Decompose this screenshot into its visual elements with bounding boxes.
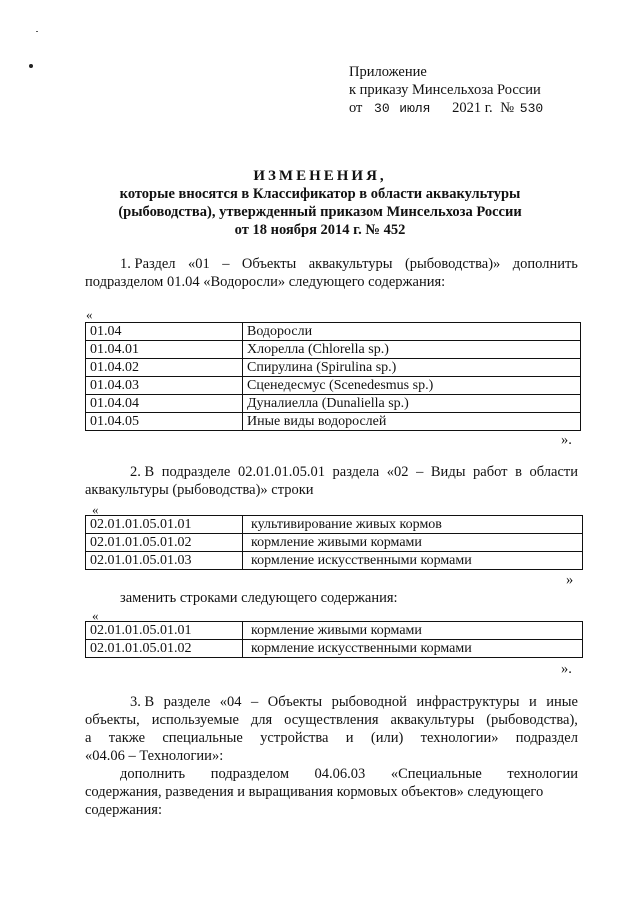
algae-table [85, 322, 581, 431]
item3-word: объекты, [85, 712, 140, 728]
item2-word: – [416, 464, 424, 480]
code-cell: 01.04 [86, 323, 243, 341]
appendix-label: Приложение [349, 64, 427, 80]
item2-close-quote-2: ». [561, 661, 572, 677]
item3-word: подраздел [515, 730, 578, 746]
item1-line-2: подразделом 01.04 «Водоросли» следующего содержания: [85, 274, 446, 290]
item3-line-2 [85, 711, 578, 729]
item2-line-1 [130, 463, 578, 481]
item3-line-6: содержания, разведения и выращивания кормовых объектов» следующего [85, 784, 544, 800]
item3-word: аквакультуры [390, 712, 475, 728]
item3-word: инфраструктуры [416, 694, 520, 710]
table-row [86, 341, 581, 359]
scan-speck [36, 31, 38, 32]
item2-close-quote: » [566, 572, 574, 588]
item2-word: Виды [430, 464, 466, 480]
item3-word: специальные [162, 730, 243, 746]
date-day: 30 [374, 101, 390, 116]
item2-word: 02.01.01.05.01 [237, 464, 325, 480]
item2-word: «02 [386, 464, 409, 480]
item3-line-1 [130, 693, 578, 711]
table-row [86, 622, 583, 640]
item3-line-4: «04.06 – Технологии»: [85, 748, 224, 764]
item3-word: технологии» [420, 730, 499, 746]
item1-close-quote: ». [561, 432, 572, 448]
table-row [86, 413, 581, 431]
name-cell: Сценедесмус (Scenedesmus sp.) [243, 377, 581, 395]
item2-line-2: аквакультуры (рыбоводства)» строки [85, 482, 314, 498]
item3-word: подразделом [210, 766, 290, 782]
title-line-3: от 18 ноября 2014 г. № 452 [234, 222, 406, 238]
appendix-date-line [349, 99, 543, 118]
item1-line-1 [120, 255, 578, 273]
name-cell: культивирование живых кормов [243, 516, 583, 534]
table-row [86, 323, 581, 341]
item3-word: и [529, 694, 537, 710]
name-cell: Водоросли [243, 323, 581, 341]
item3-line-7: содержания: [85, 802, 163, 818]
code-cell: 01.04.03 [86, 377, 243, 395]
item3-word: Объекты [267, 694, 323, 710]
item3-word: устройства [260, 730, 329, 746]
name-cell: Дуналиелла (Dunaliella sp.) [243, 395, 581, 413]
item1-word: 1. Раздел [120, 256, 176, 272]
code-cell: 01.04.05 [86, 413, 243, 431]
item3-word: и [345, 730, 354, 746]
item2-word: подразделе [161, 464, 231, 480]
item2-open-quote: « [92, 502, 99, 517]
code-cell: 02.01.01.05.01.03 [86, 552, 243, 570]
item1-word: аквакультуры [308, 256, 393, 272]
date-year: 2021 г. [452, 100, 493, 116]
table-row [86, 640, 583, 658]
appendix-order-ref: к приказу Минсельхоза России [349, 82, 541, 98]
table-row [86, 359, 581, 377]
item3-word: «Специальные [390, 766, 482, 782]
name-cell: кормление живыми кормами [243, 622, 583, 640]
item2-word: области [529, 464, 578, 480]
item3-word: рыбоводной [331, 694, 407, 710]
table-row [86, 552, 583, 570]
new-rows-table [85, 621, 583, 658]
name-cell: кормление живыми кормами [243, 534, 583, 552]
table-row [86, 377, 581, 395]
item3-word: 3. В [130, 694, 155, 710]
old-rows-table [85, 515, 583, 570]
number-sign: № [500, 100, 515, 116]
item3-line-3 [85, 729, 578, 747]
item3-word: дополнить [120, 766, 186, 782]
item1-word: «01 [187, 256, 210, 272]
code-cell: 02.01.01.05.01.02 [86, 534, 243, 552]
code-cell: 01.04.02 [86, 359, 243, 377]
item3-word: «04 [219, 694, 242, 710]
item3-word: – [251, 694, 259, 710]
item1-word: Объекты [241, 256, 297, 272]
code-cell: 02.01.01.05.01.01 [86, 622, 243, 640]
item3-line-5 [120, 765, 578, 783]
item3-word: (или) [370, 730, 404, 746]
scan-speck [29, 64, 33, 68]
table-row [86, 534, 583, 552]
code-cell: 01.04.04 [86, 395, 243, 413]
item1-word: дополнить [512, 256, 578, 272]
item3-word: осуществления [284, 712, 379, 728]
title-line-2: (рыбоводства), утвержденный приказом Минсельхоза России [118, 204, 522, 220]
name-cell: Спирулина (Spirulina sp.) [243, 359, 581, 377]
title-line-1: которые вносятся в Классификатор в области аквакультуры [119, 186, 521, 202]
name-cell: Иные виды водорослей [243, 413, 581, 431]
table-row [86, 395, 581, 413]
item2-word: 2. В [130, 464, 155, 480]
item2-word: раздела [332, 464, 380, 480]
item1-word: – [222, 256, 230, 272]
item3-word: иные [546, 694, 578, 710]
item2-word: в [515, 464, 522, 480]
item3-word: используемые [151, 712, 239, 728]
code-cell: 02.01.01.05.01.01 [86, 516, 243, 534]
item3-word: а [85, 730, 92, 746]
date-prefix: от [349, 100, 363, 116]
item3-word: для [250, 712, 273, 728]
document-heading: ИЗМЕНЕНИЯ, [253, 168, 387, 184]
item3-word: 04.06.03 [314, 766, 366, 782]
item3-word: также [108, 730, 146, 746]
item2-word: работ [473, 464, 508, 480]
item3-word: технологии [507, 766, 578, 782]
item2-replace-text: заменить строками следующего содержания: [120, 590, 398, 606]
table-row [86, 516, 583, 534]
name-cell: кормление искусственными кормами [243, 552, 583, 570]
item1-open-quote: « [86, 307, 93, 322]
item3-word: (рыбоводства), [486, 712, 578, 728]
code-cell: 02.01.01.05.01.02 [86, 640, 243, 658]
date-month: июля [399, 101, 431, 116]
item3-word: разделе [163, 694, 211, 710]
name-cell: кормление искусственными кормами [243, 640, 583, 658]
name-cell: Хлорелла (Chlorella sp.) [243, 341, 581, 359]
item2-open-quote-2: « [92, 608, 99, 623]
item1-word: (рыбоводства)» [404, 256, 501, 272]
order-number: 530 [519, 101, 544, 116]
code-cell: 01.04.01 [86, 341, 243, 359]
